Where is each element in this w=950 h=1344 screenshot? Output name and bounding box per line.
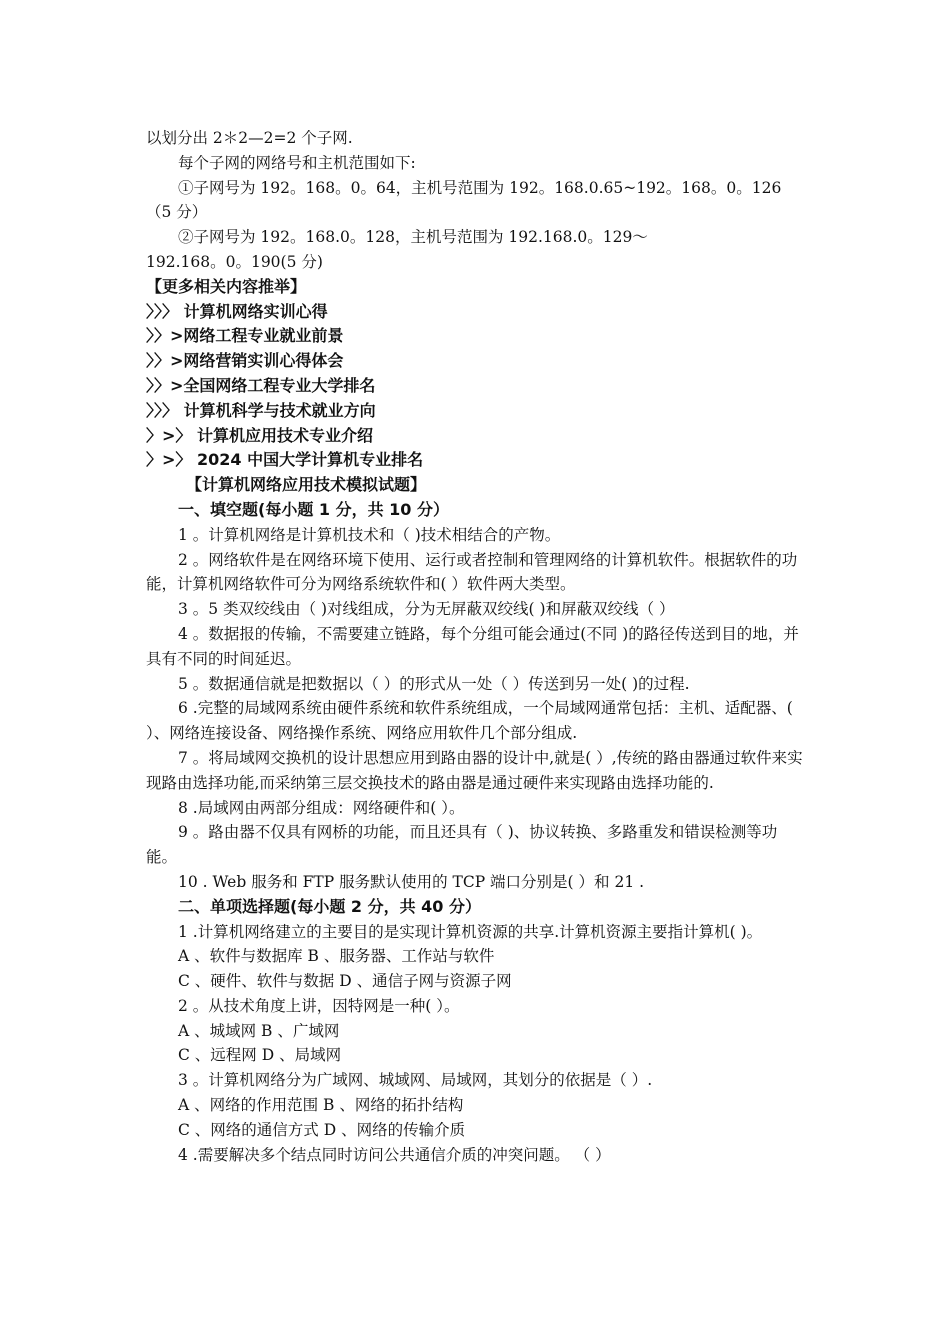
link-prefix: 〉〉> [146,375,184,395]
section-heading: 一、填空题(每小题 1 分，共 10 分） [178,499,449,519]
question: 3 。5 类双绞线由（ )对线组成，分为无屏蔽双绞线( )和屏蔽双绞线（ ） [178,600,675,619]
question: 2 。网络软件是在网络环境下使用、运行或者控制和管理网络的计算机软件。根据软件的功能，计算机网络软件可分为网络系统软件和( ）软件两大类型。 [146,550,798,594]
intro-line: 192.168。0。190(5 分) [146,252,323,271]
document-body [146,126,806,1167]
link-prefix: 〉〉〉 [146,400,179,420]
recommend-link[interactable] [146,399,806,424]
question: 3 。计算机网络分为广域网、城域网、局域网，其划分的依据是（ ）. [178,1071,653,1090]
link-text: 网络工程专业就业前景 [183,326,344,346]
intro-line: （5 分） [146,203,208,222]
option-line: A 、网络的作用范围 B 、网络的拓扑结构 [178,1096,464,1115]
question: 6 .完整的局域网系统由硬件系统和软件系统组成，一个局域网通常包括：主机、适配器、( ）、网络连接设备、网络操作系统、网络应用软件几个部分组成. [146,699,793,743]
recommend-link[interactable] [146,324,806,349]
question: 2 。从技术角度上讲，因特网是一种( ）。 [178,996,460,1015]
option-line: A 、软件与数据库 B 、服务器、工作站与软件 [178,947,495,966]
link-text: 网络营销实训心得体会 [183,351,344,371]
intro-line: 以划分出 2＊2—2=2 个子网. [146,129,353,147]
link-text: 计算机网络实训心得 [183,301,328,321]
link-prefix: 〉〉〉 [146,301,179,321]
link-text: 2024 中国大学计算机专业排名 [197,450,424,470]
link-prefix: 〉〉> [146,326,184,346]
option-line: C 、网络的通信方式 D 、网络的传输介质 [178,1120,466,1139]
link-prefix: 〉〉> [146,351,184,371]
recommend-link[interactable] [146,300,806,325]
question: 5 。数据通信就是把数据以（ ）的形式从一处（ ）传送到另一处( )的过程. [178,674,690,693]
question: 9 。路由器不仅具有网桥的功能，而且还具有（ )、协议转换、多路重发和错误检测等功能。 [146,823,778,867]
question: 8 .局域网由两部分组成：网络硬件和( ）。 [178,798,465,817]
option-line: C 、远程网 D 、局域网 [178,1046,342,1065]
link-prefix: 〉>〉 [146,425,192,445]
recommend-link[interactable] [146,448,806,473]
link-text: 全国网络工程专业大学排名 [183,375,376,395]
recommend-link[interactable] [146,349,806,374]
intro-line: ①子网号为 192。168。0。64，主机号范围为 192。168.0.65~192。168。0。126 [178,178,782,197]
section-heading: 二、单项选择题(每小题 2 分，共 40 分） [178,896,481,916]
link-text: 计算机应用技术专业介绍 [197,425,374,445]
intro-line: ②子网号为 192。168.0。128，主机号范围为 192.168.0。129～ [178,228,648,247]
recommend-heading: 【更多相关内容推举】 [146,276,307,296]
recommend-link[interactable] [146,374,806,399]
link-text: 计算机科学与技术就业方向 [183,400,376,420]
recommend-link[interactable] [146,424,806,449]
intro-line: 每个子网的网络号和主机范围如下: [178,153,416,172]
question: 4 .需要解决多个结点同时访问公共通信介质的冲突问题。 （ ） [178,1145,611,1164]
question: 4 。数据报的传输，不需要建立链路，每个分组可能会通过(不同 )的路径传送到目的地，并具有不同的时间延迟。 [146,624,799,668]
question: 1 .计算机网络建立的主要目的是实现计算机资源的共享.计算机资源主要指计算机( )。 [178,922,763,941]
question: 1 。计算机网络是计算机技术和（ )技术相结合的产物。 [178,525,561,544]
exam-title: 【计算机网络应用技术模拟试题】 [186,475,427,495]
option-line: C 、硬件、软件与数据 D 、通信子网与资源子网 [178,972,512,991]
question: 7 。将局域网交换机的设计思想应用到路由器的设计中,就是( ）,传统的路由器通过软件来实现路由选择功能,而采纳第三层交换技术的路由器是通过硬件来实现路由选择功能的. [146,748,803,792]
link-prefix: 〉>〉 [146,450,192,470]
question: 10 . Web 服务和 FTP 服务默认使用的 TCP 端口分别是( ）和 21 . [178,872,645,891]
option-line: A 、城域网 B 、广域网 [178,1021,340,1040]
